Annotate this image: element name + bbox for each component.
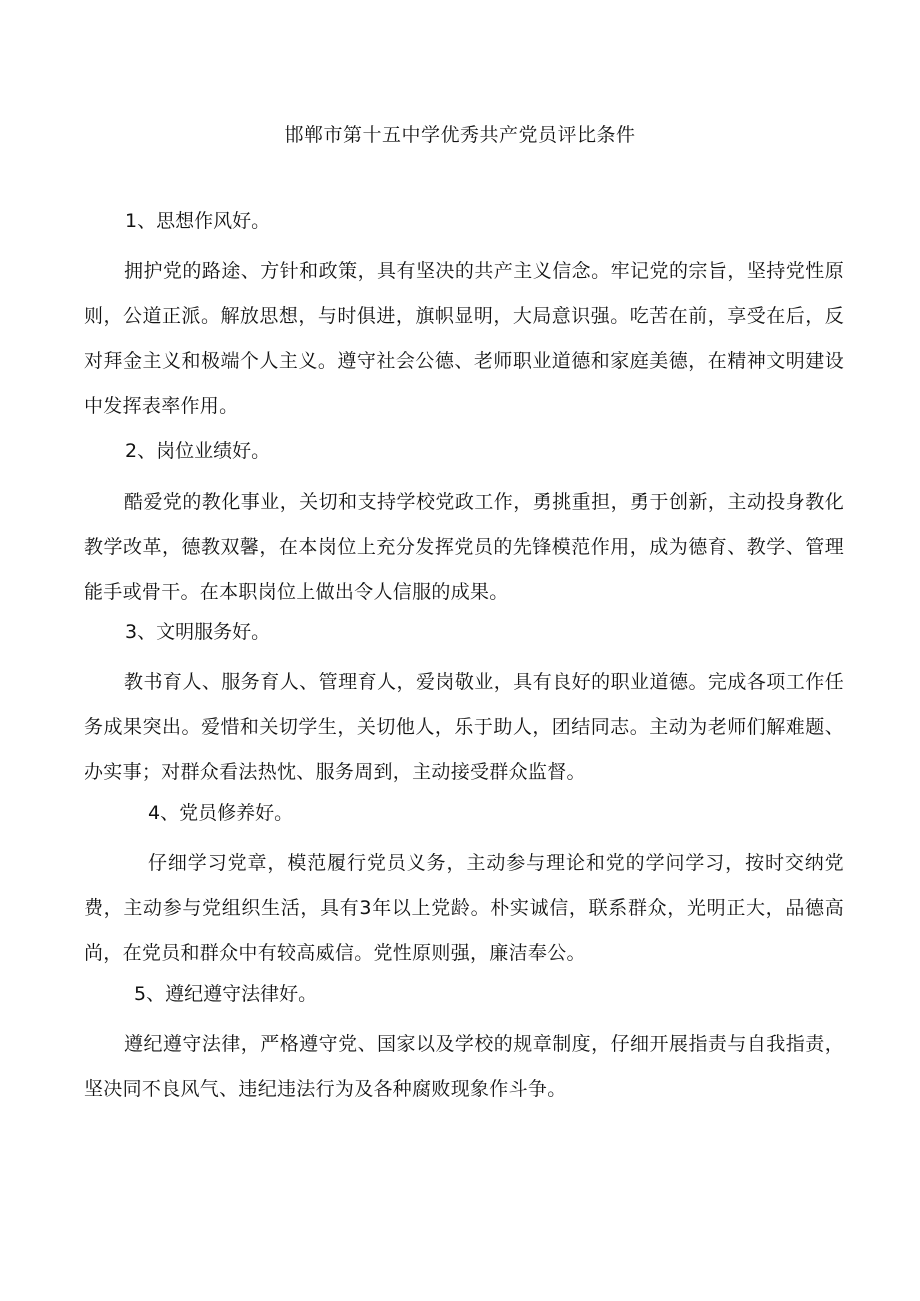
section-heading-4: 4、党员修养好。 <box>148 802 294 824</box>
section-body-2: 酷爱党的教化事业，关切和支持学校党政工作，勇挑重担，勇于创新，主动投身教化教学改革，德教双馨，在本岗位上充分发挥党员的先锋模范作用，成为德育、教学、管理能手或骨干。在本职岗位上做出令人信服的成果。 <box>84 491 844 603</box>
section-body-4: 仔细学习党章，模范履行党员义务，主动参与理论和党的学问学习，按时交纳党费，主动参与党组织生活，具有3年以上党龄。朴实诚信，联系群众，光明正大，品德高尚，在党员和群众中有较高威信。党性原则强，廉洁奉公。 <box>84 852 844 964</box>
section-heading-1: 1、思想作风好。 <box>125 210 271 232</box>
document-title: 邯郸市第十五中学优秀共产党员评比条件 <box>284 124 636 146</box>
section-body-5: 遵纪遵守法律，严格遵守党、国家以及学校的规章制度，仔细开展指责与自我指责，坚决同不良风气、违纪违法行为及各种腐败现象作斗争。 <box>84 1033 844 1100</box>
section-body-3: 教书育人、服务育人、管理育人，爱岗敬业，具有良好的职业道德。完成各项工作任务成果突出。爱惜和关切学生，关切他人，乐于助人，团结同志。主动为老师们解难题、办实事；对群众看法热忱、服务周到，主动接受群众监督。 <box>84 671 844 783</box>
section-heading-3: 3、文明服务好。 <box>125 621 271 643</box>
section-heading-2: 2、岗位业绩好。 <box>125 440 271 462</box>
section-heading-5: 5、遵纪遵守法律好。 <box>134 983 318 1005</box>
section-body-1: 拥护党的路途、方针和政策，具有坚决的共产主义信念。牢记党的宗旨，坚持党性原则，公道正派。解放思想，与时俱进，旗帜显明，大局意识强。吃苦在前，享受在后，反对拜金主义和极端个人主义。遵守社会公德、老师职业道德和家庭美德，在精神文明建设中发挥表率作用。 <box>84 260 844 417</box>
